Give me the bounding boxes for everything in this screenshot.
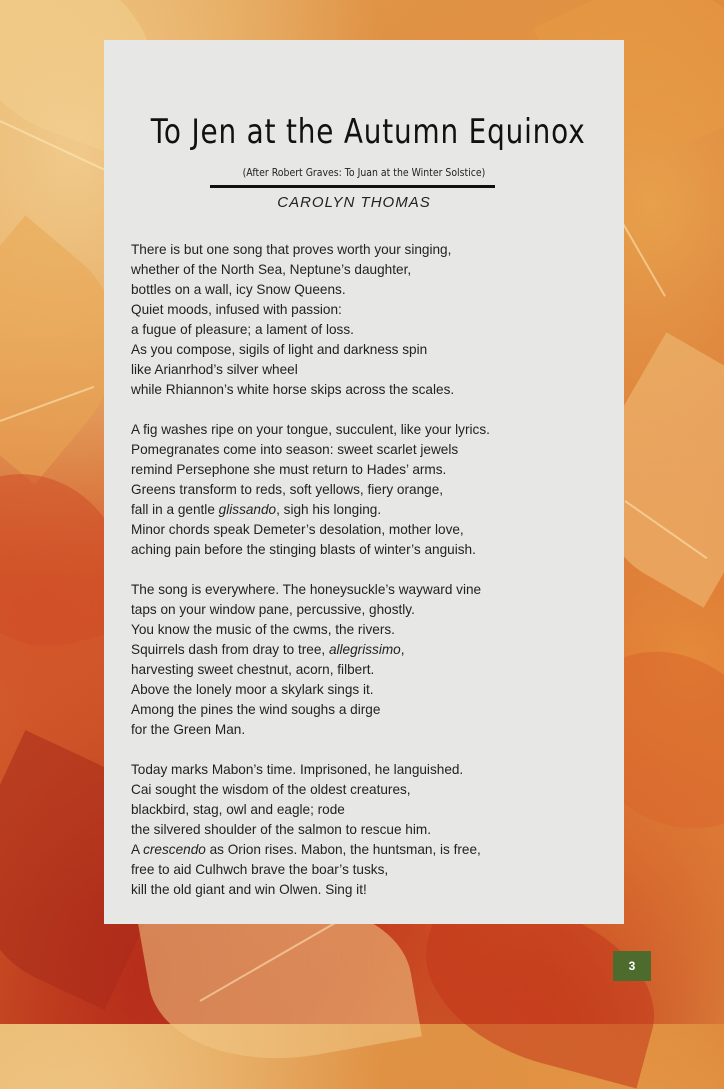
page-number-badge: 3 xyxy=(613,951,651,981)
poem-line: A fig washes ripe on your tongue, succulent, like your lyrics. xyxy=(131,422,490,437)
stanza-2 xyxy=(131,420,611,560)
poem-body xyxy=(131,240,611,920)
italic-term: allegrissimo xyxy=(328,642,401,657)
poem-line: taps on your window pane, percussive, ghostly. xyxy=(131,602,415,617)
poem-line: Squirrels dash from dray to tree, allegrissimo, xyxy=(131,642,405,657)
poem-line: A crescendo as Orion rises. Mabon, the huntsman, is free, xyxy=(131,842,481,857)
title-divider xyxy=(210,185,495,188)
poem-line: whether of the North Sea, Neptune’s daughter, xyxy=(131,262,412,277)
italic-term: crescendo xyxy=(143,842,206,857)
poem-line: harvesting sweet chestnut, acorn, filbert. xyxy=(131,662,375,677)
poem-line: As you compose, sigils of light and darkness spin xyxy=(131,342,428,357)
poem-line: Greens transform to reds, soft yellows, fiery orange, xyxy=(131,482,444,497)
poem-line: kill the old giant and win Olwen. Sing it! xyxy=(131,882,367,897)
stanza-4 xyxy=(131,760,611,900)
poem-line: Today marks Mabon’s time. Imprisoned, he languished. xyxy=(131,762,464,777)
poem-line: while Rhiannon’s white horse skips across the scales. xyxy=(131,382,455,397)
poem-line: Pomegranates come into season: sweet scarlet jewels xyxy=(131,442,459,457)
poem-line: the silvered shoulder of the salmon to rescue him. xyxy=(131,822,431,837)
poem-line: You know the music of the cwms, the rivers. xyxy=(131,622,395,637)
poem-line: Quiet moods, infused with passion: xyxy=(131,302,342,317)
stanza-1 xyxy=(131,240,611,400)
italic-term: glissando xyxy=(218,502,277,517)
poem-card xyxy=(104,40,624,924)
poem-line: blackbird, stag, owl and eagle; rode xyxy=(131,802,345,817)
poem-title: To Jen at the Autumn Equinox xyxy=(150,112,586,152)
poem-author: CAROLYN THOMAS xyxy=(277,194,431,211)
poem-line: fall in a gentle glissando, sigh his longing. xyxy=(131,502,382,517)
poem-line: a fugue of pleasure; a lament of loss. xyxy=(131,322,354,337)
poem-line: Among the pines the wind soughs a dirge xyxy=(131,702,381,717)
poem-line: The song is everywhere. The honeysuckle’s wayward vine xyxy=(131,582,482,597)
poem-line: bottles on a wall, icy Snow Queens. xyxy=(131,282,346,297)
poem-line: free to aid Culhwch brave the boar’s tusks, xyxy=(131,862,389,877)
poem-line: remind Persephone she must return to Hades’ arms. xyxy=(131,462,447,477)
stanza-3 xyxy=(131,580,611,740)
poem-line: for the Green Man. xyxy=(131,722,246,737)
poem-subtitle: (After Robert Graves: To Juan at the Winter Solstice) xyxy=(242,166,486,179)
poem-line: Cai sought the wisdom of the oldest creatures, xyxy=(131,782,411,797)
poem-line: like Arianrhod’s silver wheel xyxy=(131,362,298,377)
poem-line: Above the lonely moor a skylark sings it. xyxy=(131,682,374,697)
poem-line: aching pain before the stinging blasts of winter’s anguish. xyxy=(131,542,476,557)
poem-line: There is but one song that proves worth your singing, xyxy=(131,242,452,257)
poem-line: Minor chords speak Demeter’s desolation, mother love, xyxy=(131,522,464,537)
